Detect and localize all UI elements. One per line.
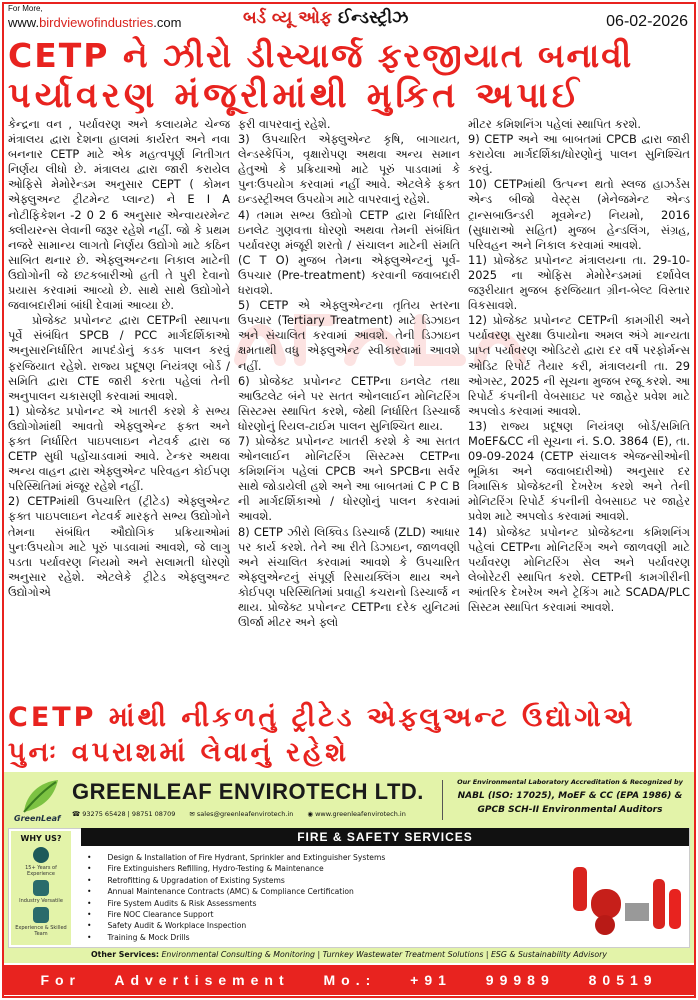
email-link[interactable] bbox=[189, 810, 293, 818]
bottom-headline-line-1: CETP માંથી નીકળતું ટ્રીટેડ એફ્લુઅન્ટ ઉદ્યોગોએ bbox=[8, 702, 636, 733]
paragraph: 13) રાજ્ય પ્રદૂષણ નિયંત્રણ બોર્ડ/સમિતિ MoEF&CC ની સૂચના નં. S.O. 3864 (E), તા. 09-09-2024 (CETP સંચાલક એજન્સીઓની ભૂમિકા અને જવાબદારીઓ) અનુસાર દર ત્રિમાસિક પ્રોજેક્ટની દેખરેખ કરશે અને તેની મોનિટરિંગ રિપોર્ટ કંપનીની વેબસાઇટ પર જાહેર પ્રવેશ માટે અપલોડ કરવામાં આવશે. bbox=[468, 418, 690, 524]
globe-icon: ◉ bbox=[307, 810, 313, 818]
accreditation bbox=[448, 778, 692, 817]
paragraph: 2) CETPમાંથી ઉપચારિત (ટ્રીટેડ) એફ્લુએન્ટ ફક્ત પાઇપલાઇન નેટવર્ક મારફતે સભ્ય ઉદ્યોગોને તેમના સંબંધિત ઔદ્યોગિક પ્રક્રિયાઓમાં પુનઃઉપયોગ માટે પૂરું પાડવામાં આવશે, જે લાગુ પડતા પર્યાવરણ નિયમો અને સલામતી ધોરણો અનુસાર રહેશે. એટલેકે ટ્રીટેડ એફ્લુઅન્ટ ઉદ્યોગોએ bbox=[8, 494, 230, 599]
email-text: sales@greenleafenvirotech.in bbox=[196, 810, 294, 818]
why-item: Experience & Skilled Team bbox=[15, 925, 67, 937]
fire-safety-title: FIRE & SAFETY SERVICES bbox=[81, 828, 689, 846]
service-item: • Retrofitting & Upgradation of Existing Systems bbox=[87, 875, 385, 886]
greenleaf-advertisement[interactable] bbox=[4, 772, 694, 963]
other-services-text: Environmental Consulting & Monitoring | Turnkey Wastewater Treatment Solutions | ESG & Sustainability Advisory bbox=[161, 950, 607, 959]
headline-line-2: પર્યાવરણ મંજૂરીમાંથી મુકિત અપાઈ bbox=[8, 76, 583, 116]
main-headline bbox=[8, 36, 690, 116]
paragraph: 7) પ્રોજેક્ટ પ્રપોનન્ટ ખાતરી કરશે કે આ સતત ઓનલાઈન મોનિટરિંગ સિસ્ટમ્સ CETPના કમિશનિંગ પહેલાં CPCB અને SPCBના સર્વર સાથે જોડાયેલી હશે અને આ બાબતમાં C P C B ની માર્ગદર્શિકાઓ / ધોરણોનું પાલન કરવામાં આવશે. bbox=[238, 433, 460, 524]
phones-text: 93275 65428 | 98751 08709 bbox=[82, 810, 176, 818]
why-us-sidebar bbox=[11, 831, 71, 945]
website-text: www.greenleafenvirotech.in bbox=[315, 810, 406, 818]
paragraph: 6) પ્રોજેક્ટ પ્રપોનન્ટ CETPના ઇનલેટ તથા આઉટલેટ બંને પર સતત ઓનલાઈન મોનિટરિંગ સિસ્ટમ્સ સ્થાપિત કરશે, જેથી નિર્ધારિત ડિસ્ચાર્જ ધોરણોનું રિયલ-ટાઈમ પાલન સુનિશ્ચિત થાય. bbox=[238, 373, 460, 433]
service-item: • Design & Installation of Fire Hydrant, Sprinkler and Extinguisher Systems bbox=[87, 852, 385, 863]
issue-date: 06-02-2026 bbox=[606, 13, 688, 30]
paragraph: 5) CETP એ એફ્લુએન્ટના તૃતિય સ્તરના ઉપચાર (Tertiary Treatment) માટે ડિઝાઇન અને સંચાલિત કરવામાં આવશે. તેની ડિઝાઇન ક્ષમતાથી વધુ એફ્લુએન્ટ સ્વીકારવામાં આવશે નહીં. bbox=[238, 298, 460, 373]
brand-black: ઈન્ડસ્ટ્રીઝ bbox=[337, 8, 409, 28]
masthead bbox=[8, 4, 690, 34]
paragraph: કેન્દ્રના વન , પર્યાવરણ અને કલાયમેટ ચેન્જ મંત્રાલય દ્વારા દેશના હાલમાં કાર્યરત અને નવા બનનાર CETP માટે એક મહત્વપૂર્ણ નિતીગત નિર્ણય લીધો છે. મંત્રાલય દ્વારા જારી કરાયેલ ઓફિસે મેમોરેન્ડમ અનુસાર CEPT ( કોમન એફ્લુઅન્ટ ટ્રીટમેન્ટ પ્લાન્ટ) ને E I A નોટીફિકેશન -2 0 2 6 અનુસાર એન્વાયરમેન્ટ ક્લીયરન્સ લેવાની જરૂર રહેશે નહીં. જો કે પ્રથમ નજરે સામાન્ય લાગતો નિર્ણય ઉદ્યોગો માટે કઠિન સાબિત થનાર છે. એફ્લુઅન્ટના નિકાલ માટેની ઉદ્યોગોની જે છટકબારીઓ હતી તે પુરી દેવાનો પ્રયાસ કરવામાં આવ્યો છે. સાથે સાથે ઉદ્યોગોને જવાબદારીમાં બાંધી દેવામાં આવ્યા છે. bbox=[8, 117, 230, 313]
accreditation-title: Our Environmental Laboratory Accreditation & Recognized by bbox=[457, 778, 683, 786]
bottom-headline bbox=[8, 700, 690, 770]
why-item: Industry Versatile bbox=[19, 898, 63, 904]
brand-title bbox=[243, 8, 408, 28]
service-item: • Safety Audit & Workplace Inspection bbox=[87, 920, 385, 931]
services-list bbox=[87, 852, 385, 943]
team-icon bbox=[33, 907, 49, 923]
leaf-logo-icon bbox=[16, 776, 61, 816]
paragraph: 8) CETP ઝીરો લિક્વિડ ડિસ્ચાર્જ (ZLD) આધાર પર કાર્ય કરશે. તેને આ રીતે ડિઝાઇન, જાળવણી અને સંચાલિત કરવામાં આવશે કે ઉપચારિત એફ્લુએન્ટનું સંપૂર્ણ રિસાયક્લિંગ થાય અને કોઈપણ પરિસ્થિતિમાં પ્રવાહી કચરાનો ડિસ્ચાર્જ ન થાય. પ્રોજેક્ટ પ્રપોનન્ટ CETPના દરેક યુનિટમાં ઊર્જા મીટર અને ફ્લો bbox=[238, 524, 460, 630]
accreditation-line-1: NABL (ISO: 17025), MoEF & CC (EPA 1986) & bbox=[457, 791, 683, 801]
other-services-label: Other Services: bbox=[91, 950, 159, 959]
other-services bbox=[4, 950, 694, 960]
fire-equipment-image bbox=[569, 859, 687, 939]
why-item: 15+ Years of Experience bbox=[25, 865, 57, 877]
article-body bbox=[8, 117, 690, 697]
contact-info bbox=[72, 810, 406, 818]
headline-line-1: CETP ને ઝીરો ડીસ્ચાર્જ ફરજીયાત બનાવી bbox=[8, 36, 634, 75]
years-badge-icon bbox=[33, 847, 49, 863]
website-link-ad[interactable] bbox=[307, 810, 406, 818]
paragraph: 1) પ્રોજેક્ટ પ્રપોનન્ટ એ ખાતરી કરશે કે સભ્ય ઉદ્યોગોમાંથી આવતો એફ્લુએન્ટ ફક્ત અને ફક્ત નિર્ધારિત પાઇપલાઇન નેટવર્ક દ્વારા જ CETP સુધી પહોંચાડવામાં આવે. ટેન્કર અથવા અન્ય વાહન દ્વારા એફ્લુએન્ટ પરિવહન કોઈપણ પરિસ્થિતિમાં મંજૂર રહેશે નહીં. bbox=[8, 403, 230, 494]
paragraph: 12) પ્રોજેક્ટ પ્રપોનન્ટ CETPની કામગીરી અને પર્યાવરણ સુરક્ષા ઉપાયોના અમલ અંગે માન્યતા પ્રાપ્ત પર્યાવરણ ઓડિટરો દ્વારા દર વર્ષે પરફોર્મન્સ ઓડિટ રિપોર્ટ તૈયાર કરી, મંત્રાલયની તા. 29 ઓગસ્ટ, 2025 ની સૂચના મુજબ રજૂ કરશે. આ રિપોર્ટ કંપનીની વેબસાઇટ પર જાહેર પ્રવેશ માટે અપલોડ કરવામાં આવશે. bbox=[468, 313, 690, 418]
paragraph: પ્રોજેક્ટ પ્રપોનન્ટ દ્વારા CETPની સ્થાપના પૂર્વે સંબંધિત SPCB / PCC માર્ગદર્શિકાઓ અનુસારનિર્ધારિત માપદંડોનું કડક પાલન કરવું ફરજિયાત રહેશે. રાજ્ય પ્રદૂષણ નિયંત્રણ બોર્ડ / સમિતિ દ્વારા CTE જારી કરતા પહેલાં તેની અનુપાલન ચકાસણી કરવામાં આવશે. bbox=[8, 313, 230, 403]
paragraph: 14) પ્રોજેક્ટ પ્રપોનન્ટ પ્રોજેક્ટના કમિશનિંગ પહેલાં CETPના મોનિટરિંગ અને જાળવણી માટે પર્યાવરણ મોનિટરિંગ સેલ અને પર્યાવરણ લેબોરેટરી સ્થાપિત કરશે. CETPની કામગીરીની આંતરિક દેખરેખ અને ટ્રેકિંગ માટે SCADA/PLC સિસ્ટમ સ્થાપિત કરવામાં આવશે. bbox=[468, 524, 690, 614]
service-item: • Annual Maintenance Contracts (AMC) & Compliance Certification bbox=[87, 886, 385, 897]
for-more-label: For More, bbox=[8, 4, 43, 13]
paragraph: મીટર કમિશનિંગ પહેલાં સ્થાપિત કરશે. bbox=[468, 117, 642, 131]
brand-red: બર્ડ વ્યૂ ઓફ bbox=[243, 8, 333, 28]
paragraph: ફરી વાપરવાનું રહેશે. bbox=[238, 117, 331, 131]
article-column-1 bbox=[8, 117, 230, 697]
site-main: birdviewofindustries bbox=[39, 15, 154, 30]
paragraph: 10) CETPમાંથી ઉત્પન્ન થતો સ્લજ હાઝર્ડસ એન્ડ બીજો વેસ્ટ્સ (મેનેજમેન્ટ એન્ડ ટ્રાન્સબાઉન્ડરી મૂવમેન્ટ) નિયમો, 2016 (સુધારાઓ સહિત) મુજબ હેન્ડલિંગ, સંગ્રહ, પરિવહન અને નિકાલ કરવામાં આવશે. bbox=[468, 177, 690, 252]
service-item: • Fire Extinguishers Refilling, Hydro-Testing & Maintenance bbox=[87, 863, 385, 874]
paragraph: 4) તમામ સભ્ય ઉદ્યોગો CETP દ્વારા નિર્ધારિત ઇનલેટ ગુણવત્તા ધોરણો અથવા તેમની સંબંધિત પર્યાવરણ મંજૂરી શરતો / સંચાલન માટેની સંમતિ (C T O) મુજબ તેમના એફ્લુએન્ટનું પૂર્વ-ઉપચાર (Pre-treatment) કરવાની જવાબદારી ધરાવશે. bbox=[238, 207, 460, 298]
phone-numbers[interactable] bbox=[72, 810, 175, 818]
service-item: • Fire NOC Clearance Support bbox=[87, 909, 385, 920]
site-prefix: www. bbox=[8, 15, 40, 30]
site-suffix: .com bbox=[153, 15, 182, 30]
paragraph: 9) CETP અને આ બાબતમાં CPCB દ્વારા જારી કરાયેલા માર્ગદર્શિકા/ધોરણોનું પાલન સુનિશ્ચિત કરવું. bbox=[468, 132, 690, 177]
logo-text: GreenLeaf bbox=[14, 814, 61, 823]
website-link[interactable] bbox=[8, 15, 181, 30]
mail-icon: ✉ bbox=[189, 810, 195, 818]
bottom-headline-line-2: પુનઃ વપરાશમાં લેવાનું રહેશે bbox=[8, 737, 349, 768]
services-panel bbox=[8, 828, 690, 948]
article-column-3 bbox=[468, 117, 690, 697]
why-us-title: WHY US? bbox=[20, 834, 62, 843]
article-column-2 bbox=[238, 117, 460, 697]
divider bbox=[442, 780, 443, 820]
accreditation-line-2: GPCB SCH-II Environmental Auditors bbox=[477, 805, 663, 815]
advertisement-contact-bar: For Advertisement Mo.: +91 99989 80519 bbox=[4, 965, 694, 995]
paragraph: 11) પ્રોજેક્ટ પ્રપોનન્ટ મંત્રાલયના તા. 29-10-2025 ના ઓફિસ મેમોરેન્ડમમાં દર્શાવેલ જરૂરીયાત મુજબ ફરજિયાત ગ્રીન-બેલ્ટ વિસ્તાર વિકસાવશે. bbox=[468, 252, 690, 313]
people-network-icon bbox=[33, 880, 49, 896]
paragraph: 3) ઉપચારિત એફ્લુએન્ટ કૃષિ, બાગાયત, લેન્ડસ્કેપિંગ, વૃક્ષારોપણ અથવા અન્ય સમાન હેતુઓ કે પ્રક્રિયાઓ માટે પૂરું પાડવામાં કે પુનઃઉપયોગ કરવામાં નહીં આવે. એટલેકે ફક્ત ઇન્ડસ્ટ્રીઅલ ઉપયોગ માટે વાપરવાનું રહેશે. bbox=[238, 132, 460, 207]
company-name: GREENLEAF ENVIROTECH LTD. bbox=[72, 779, 424, 804]
phone-icon: ☎ bbox=[72, 810, 81, 818]
service-item: • Training & Mock Drills bbox=[87, 932, 385, 943]
service-item: • Fire System Audits & Risk Assessments bbox=[87, 898, 385, 909]
